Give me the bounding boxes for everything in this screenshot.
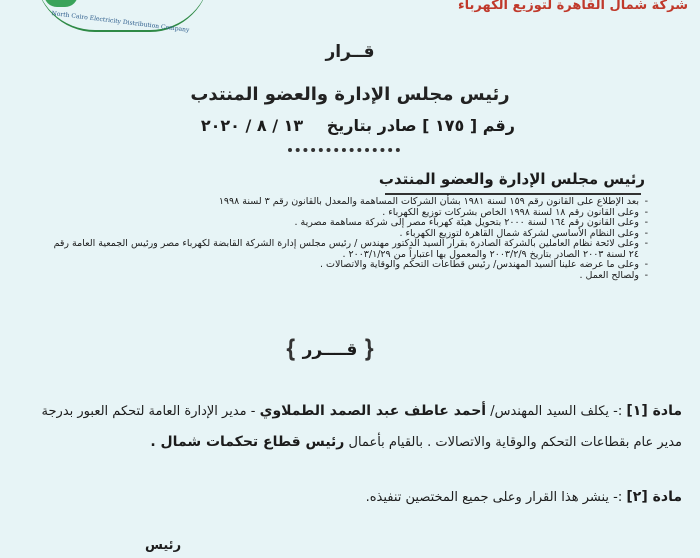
preamble-item: - وعلى القانون رقم ١٦٤ لسنة ٢٠٠٠ بتحويل هيئة كهرباء مصر إلى شركة مساهمة مصرية .	[48, 218, 648, 229]
dotted-divider	[288, 148, 400, 152]
document-type-title: قــرار	[325, 42, 375, 62]
preamble-heading: رئيس مجلس الإدارة والعضو المنتدب	[378, 170, 645, 188]
preamble-item: - وعلى النظام الأساسي لشركة شمال القاهرة لتوزيع الكهرباء .	[48, 229, 648, 240]
decree-reference-line	[185, 116, 515, 135]
appointed-position: رئيس قطاع تحكمات شمال .	[150, 434, 345, 450]
signature-label: رئيس	[145, 538, 182, 553]
preamble-list	[48, 197, 648, 281]
brace-open: {	[284, 336, 297, 364]
preamble-item: - وعلى لائحة نظام العاملين بالشركة الصادرة بقرار السيد الدكتور مهندس / رئيس مجلس إدارة الشركة القابضة لكهرباء مصر ورئيس الجمعية العامة رقم ٢٤ لسنة ٢٠٠٣ الصادر بتاريخ ٢٠٠٣/٢/٩ والمعمول بها اعتباراً من ٢٠٠٣/١/٢٩ .	[48, 239, 648, 260]
article-1-text-start: :- يكلف السيد المهندس/	[490, 404, 623, 419]
number-close: ]	[422, 116, 430, 135]
preamble-item: - وعلى القانون رقم ١٨ لسنة ١٩٩٨ الخاص بشركات توزيع الكهرباء .	[48, 208, 648, 219]
preamble-item: - ولصالح العمل .	[48, 271, 648, 282]
number-label: رقم [	[469, 116, 515, 135]
article-2-text: :- ينشر هذا القرار وعلى جميع المختصين تنفيذه.	[365, 490, 623, 505]
article-2-label: مادة [٢]	[626, 489, 682, 505]
logo-caption: North Cairo Electricity Distribution Company	[51, 10, 190, 34]
issuer-title: رئيس مجلس الإدارة والعضو المنتدب	[190, 84, 510, 105]
issue-date: ١٣ / ٨ / ٢٠٢٠	[200, 116, 304, 135]
article-1-label: مادة [١]	[626, 403, 682, 419]
company-name: شركة شمال القاهرة لتوزيع الكهرباء	[458, 0, 688, 13]
article-1	[16, 396, 682, 458]
heading-underline	[385, 193, 641, 195]
article-1-text-body: - مدير الإدارة العامة لتحكم العبور بدرجة مدير عام بقطاعات التحكم والوقاية والاتصالات . بالقيام بأعمال	[41, 404, 682, 450]
decision-label: قــــرر	[302, 340, 358, 360]
appointee-name: أحمد عاطف عبد الصمد الطملاوي	[259, 403, 487, 419]
brace-close: }	[363, 336, 376, 364]
preamble-item: - بعد الإطلاع على القانون رقم ١٥٩ لسنة ١٩٨١ بشأن الشركات المساهمة والمعدل بالقانون رقم ٣ لسنة ١٩٩٨	[48, 197, 648, 208]
decree-number: ١٧٥	[435, 116, 465, 135]
issued-label: صادر بتاريخ	[326, 116, 417, 135]
decision-heading	[255, 336, 405, 364]
article-2	[16, 482, 682, 513]
preamble-item: - وعلى ما عرضه علينا السيد المهندس/ رئيس قطاعات التحكم والوقاية والاتصالات .	[48, 260, 648, 271]
